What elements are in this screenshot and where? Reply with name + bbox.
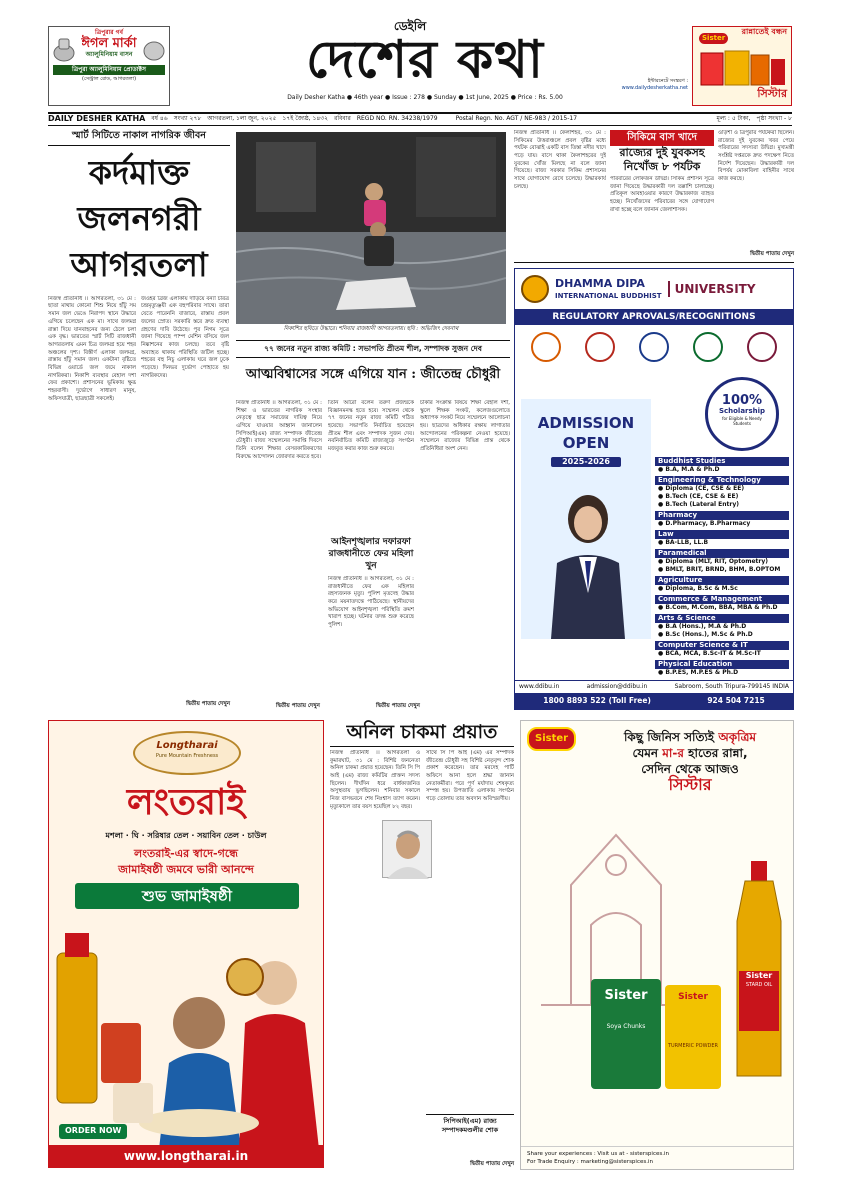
course-item: ● Diploma, B.Sc & M.Sc bbox=[658, 585, 738, 592]
course-section-title: Pharmacy bbox=[655, 511, 789, 520]
pot-icons-right bbox=[143, 33, 165, 63]
pack-turmeric-label: TURMERIC POWDER bbox=[667, 1043, 719, 1050]
story-obituary bbox=[330, 720, 514, 1170]
course-item: ● BCA, MCA, B.Sc-IT & M.Sc-IT bbox=[658, 650, 761, 657]
sister-headline-3: সেদিন থেকে আজও bbox=[641, 762, 739, 776]
sikkim-headline-2: রাজ্যের দুই যুবকসহ bbox=[619, 146, 705, 159]
left-ear-ad[interactable] bbox=[48, 26, 170, 106]
pack-oil-brand: Sister bbox=[745, 971, 773, 980]
story1-headline-line2: জলনগরী bbox=[77, 198, 201, 238]
story-waterlogging bbox=[48, 130, 230, 710]
spice-packs bbox=[699, 49, 787, 87]
masthead-small-title: ডেইলি bbox=[393, 19, 427, 33]
story3-body: নিজস্ব প্রতিনিধি ।। আগরতলা, ৩১ মে : রাজধানীতে ফের এক মহিলার রহস্যজনক মৃত্যু। পুলিশ মৃতদেহ উদ্ধার করে ময়নাতদন্তে পাঠিয়েছে। স্থানীয়দের অভিযোগ আইনশৃঙ্খলা পরিস্থিতি ক্রমশ খারাপ হচ্ছে। ঘটনার তদন্ত শুরু করেছে পুলিশ। bbox=[328, 576, 414, 629]
divider bbox=[514, 262, 794, 263]
sister-headline-red: অকৃত্রিম bbox=[718, 730, 757, 744]
course-item: ● BMLT, BRIT, BRND, BHM, B.OPTOM bbox=[658, 566, 781, 573]
pack-turmeric-brand: Sister bbox=[678, 992, 708, 1002]
uni-name-3: UNIVERSITY bbox=[668, 281, 756, 297]
course-item: ● B.Tech (Lateral Entry) bbox=[658, 501, 740, 508]
ad-brand-right: সিস্টার bbox=[757, 87, 787, 101]
course-item: ● B.Sc (Hons.), M.Sc & Ph.D bbox=[658, 631, 753, 638]
course-section-title: Arts & Science bbox=[655, 614, 789, 623]
course-item: ● B.P.ES, M.P.ES & Ph.D bbox=[658, 669, 739, 676]
pack-soya-brand: Sister bbox=[604, 988, 648, 1003]
uni-web[interactable]: www.ddibu.in bbox=[519, 682, 560, 690]
longtharai-banner: শুভ জামাইষষ্ঠী bbox=[75, 883, 299, 909]
dateline-price: মূল্য : ৫ টাকা, bbox=[716, 115, 751, 123]
dateline-year: বর্ষ ৪৬ bbox=[151, 115, 168, 123]
course-section-title: Commerce & Management bbox=[655, 595, 789, 604]
recognition-logo-icon bbox=[639, 332, 669, 362]
longtharai-ad[interactable] bbox=[48, 720, 324, 1168]
obit-headline: অনিল চাকমা প্রয়াত bbox=[330, 720, 514, 747]
pack-soya bbox=[591, 979, 661, 1089]
course-item: ● B.A, M.A & Ph.D bbox=[658, 466, 720, 473]
story1-headline bbox=[48, 150, 230, 288]
ad-illustration bbox=[49, 913, 324, 1149]
course-section-title: Computer Science & IT bbox=[655, 641, 789, 650]
sikkim-headline-3: নিখোঁজ ৮ পর্যটক bbox=[623, 160, 701, 173]
dateline-issue: সংখ্যা ২৭৮ bbox=[173, 115, 202, 123]
course-section-title: Paramedical bbox=[655, 549, 789, 558]
story1-column-2: জওহর ব্রিজ এলাকায় দাঁড়িয়ে বন্যা চরিত্র চন্দ্রমৃত্যুঞ্জয়ী এক বহুপরিবার সাথে। তারা যেতে পারেননি বাজারে, রাস্তায় প্রবল জলের স্রোত। সরকারি স্তরে দ্রুত ব্যবস্থা গ্রহণের দাবি উঠেছে। পুর নিগম সূত্রে জানা গিয়েছে পাম্প মেশিন বসিয়ে জল নিষ্কাশনের কাজ চলছে। তবে বৃষ্টি অব্যাহত থাকায় পরিস্থিতি জটিল হচ্ছে। শহরের বহু নিচু এলাকায় ঘরে জল ঢুকে পড়েছে। দিনভর দুর্ভোগ পোহাতে হয় নাগরিকদের। bbox=[141, 295, 229, 379]
story-sikkim bbox=[514, 130, 794, 258]
course-section-title: Buddhist Studies bbox=[655, 457, 789, 466]
recognition-logos bbox=[515, 325, 793, 369]
story2-kicker: ৭৭ জনের নতুন রাজ্য কমিটি : সভাপতি প্রীতম শীল, সম্পাদক সুজন দেব bbox=[236, 340, 510, 358]
obit-continue[interactable]: দ্বিতীয় পাতায় দেখুন bbox=[470, 1160, 514, 1167]
student-photo bbox=[543, 483, 633, 639]
dateline-bar bbox=[48, 112, 792, 126]
uni-email[interactable]: admission@ddibu.in bbox=[586, 682, 648, 690]
story1-headline-line1: কর্দমাক্ত bbox=[88, 152, 190, 192]
dateline-pages: পৃষ্ঠা সংখ্যা - ৮ bbox=[756, 115, 792, 123]
pack-soya-label: Soya Chunks bbox=[606, 1022, 646, 1030]
uni-phone[interactable]: 924 504 7215 bbox=[707, 695, 765, 705]
scholarship-word: Scholarship bbox=[718, 407, 766, 415]
website-link[interactable]: www.dailydesherkatha.net bbox=[621, 85, 688, 91]
dhamma-dipa-ad[interactable] bbox=[514, 268, 794, 710]
admission-session: 2025-2026 bbox=[551, 457, 621, 468]
sister-headline-1: কিছু জিনিস সত্যিই bbox=[623, 730, 715, 744]
sikkim-headline-box bbox=[610, 130, 714, 174]
internet-edition bbox=[608, 78, 688, 92]
course-item: ● Diploma (MLT, RIT, Optometry) bbox=[658, 558, 769, 565]
sister-logo-main: Sister bbox=[527, 727, 576, 751]
course-section-title: Engineering & Technology bbox=[655, 476, 789, 485]
course-item: ● B.Tech (CE, CSE & EE) bbox=[658, 493, 739, 500]
masthead bbox=[255, 18, 595, 110]
flood-scene bbox=[236, 132, 506, 324]
dateline-city-date: আগরতলা, ১লা জুন, ২০২৫ bbox=[207, 115, 277, 123]
admission-text-1: ADMISSION bbox=[537, 414, 635, 432]
dateline-name: DAILY DESHER KATHA bbox=[48, 114, 146, 124]
story2-column-2: তিনি আরো বলেন তরুণ প্রজন্মকে বিজ্ঞানমনস্ক হতে হবে। সম্মেলন থেকে ৭৭ জনের নতুন রাজ্য কমিটি গঠিত হয়েছে। সভাপতি নির্বাচিত হয়েছেন প্রীতম শীল এবং সম্পাদক সুজন দেব। নবনির্বাচিত কমিটি রাজ্যজুড়ে সংগঠন মজবুত করার কাজ শুরু করবে। bbox=[328, 400, 414, 453]
ad-top-text: ত্রিপুরার গর্ব bbox=[95, 29, 123, 36]
story1-kicker: স্মার্ট সিটিতে নাকাল নাগরিক জীবন bbox=[48, 130, 230, 146]
course-sections bbox=[655, 457, 789, 677]
ad-address: (সেন্ট্রাল রোড, আগরতলা) bbox=[81, 76, 137, 83]
story-sfi-conference bbox=[236, 340, 510, 710]
course-list bbox=[655, 455, 789, 677]
obit-photo bbox=[382, 820, 432, 878]
scholarship-badge bbox=[705, 377, 779, 451]
ad-tagline: রান্নাতেই বন্ধন bbox=[741, 27, 787, 36]
uni-name-2: INTERNATIONAL BUDDHIST bbox=[555, 291, 662, 300]
recognition-logo-icon bbox=[585, 332, 615, 362]
sister-headline-2c: হাতের রান্না, bbox=[688, 746, 748, 760]
story3-headline: আইনশৃঙ্খলার দফারফা রাজধানীতে ফের মহিলা খুন bbox=[328, 537, 414, 571]
course-item: ● Diploma (CE, CSE & EE) bbox=[658, 485, 745, 492]
ad-brand: ঈগল মার্কা bbox=[81, 36, 137, 52]
pot-icons bbox=[53, 33, 75, 63]
uni-address: Sabroom, South Tripura-799145 INDIA bbox=[674, 682, 789, 690]
sister-headline-4: সিস্টার bbox=[668, 775, 712, 794]
longtharai-badge-sub: Pure Mountain Freshness bbox=[155, 752, 219, 759]
ad-sub: অ্যালুমিনিয়াম বাসন bbox=[85, 51, 133, 59]
pack-turmeric bbox=[665, 985, 721, 1089]
recognition-logo-icon bbox=[531, 332, 561, 362]
masthead-subline: Daily Desher Katha ● 46th year ● Issue : 278 ● Sunday ● 1st June, 2025 ● Price : Rs. 5.00 bbox=[287, 94, 563, 102]
sister-headline-2b: মা-র bbox=[662, 746, 684, 760]
story2-headline: আত্মবিশ্বাসের সঙ্গে এগিয়ে যান : জীতেন্দ্র চৌধুরী bbox=[245, 367, 501, 383]
course-section-title: Law bbox=[655, 530, 789, 539]
story1-headline-line3: আগরতলা bbox=[70, 244, 208, 284]
sikkim-column-3: ওড়িশা ও ত্রিপুরার পর্যটকরা ছিলেন। রাজ্যের দুই যুবকের খবর পেয়ে পরিবারের সদস্যরা উদ্বিগ্ন। মুখ্যমন্ত্রী সংশ্লিষ্ট দপ্তরকে দ্রুত পদক্ষেপ নিতে নির্দেশ দিয়েছেন। উদ্ধারকারী দল বিপর্যয় মোকাবিলা বাহিনীর সাথে কাজ করছে। bbox=[718, 130, 794, 183]
uni-phone-tollfree[interactable]: 1800 8893 522 (Toll Free) bbox=[543, 695, 651, 705]
sister-footer-2[interactable]: For Trade Enquiry : marketing@sisterspices.in bbox=[527, 1159, 653, 1165]
story1-continue[interactable]: দ্বিতীয় পাতায় দেখুন bbox=[186, 700, 230, 707]
uni-logo-icon bbox=[521, 275, 549, 303]
sister-headline bbox=[591, 729, 789, 793]
longtharai-line2: জামাইষষ্ঠী জমবে ভারী আনন্দে bbox=[118, 863, 254, 876]
recognition-logo-icon bbox=[693, 332, 723, 362]
course-item: ● B.A (Hons.), M.A & Ph.D bbox=[658, 623, 747, 630]
course-section-title: Physical Education bbox=[655, 660, 789, 669]
sikkim-headline-1: সিকিমে বাস খাদে bbox=[610, 130, 714, 146]
recognition-logo-icon bbox=[747, 332, 777, 362]
longtharai-badge-name: Longtharai bbox=[156, 740, 218, 751]
pack-oil-sub: STARD OIL bbox=[745, 981, 773, 988]
order-now-button[interactable]: ORDER NOW bbox=[59, 1124, 127, 1139]
sister-footer-1[interactable]: Share your experiences : Visit us at - sisterspices.in bbox=[527, 1151, 669, 1157]
admission-text-2: OPEN bbox=[562, 434, 610, 453]
dateline-bengali-date: ১৭ই জ্যৈষ্ঠ, ১৪৩২ bbox=[282, 115, 329, 123]
obit-column-2: সাথে সি পি আই (এম) এর সম্পাদক জীতেন্দ্র চৌধুরী সহ বিশিষ্ট নেতৃবৃন্দ শোক প্রকাশ করেছেন। তার মরদেহ পার্টি অফিসে আনা হলে শ্রদ্ধা জানান নেতাকর্মীরা। পরে পূর্ণ মর্যাদায় শেষকৃত্য সম্পন্ন হয়। উপজাতি এলাকায় সংগঠন গড়ে তোলায় তার অবদান অবিস্মরণীয়। bbox=[426, 750, 514, 803]
story3 bbox=[328, 536, 414, 694]
story1-column-1: নিজস্ব প্রতিনিধি ।। আগরতলা, ৩১ মে : ছাতা মাথায় কোনো শিশু নিয়ে হাঁটু সম সমান জল ভেঙে নিরাপদ স্থানে উদ্ধারে এগিয়ে চলেছেন এক মা। সাথে জলমগ্ন রাস্তা দিয়ে যানবাহনের জন্য ঠেলে চলা এক বৃদ্ধ। ভারতের স্মার্ট সিটি রাজধানী আগরতলায় এমন চিত্র জলমগ্ন হয়ে শহর অঞ্চলের দৃশ্য। বিস্তীর্ণ এলাকা জলমগ্ন, রাস্তায় হাঁটু সমান জল। একটানা বৃষ্টিতে বিভিন্ন ওয়ার্ডে জল জমে নাকাল নাগরিকরা। নিকাশি ব্যবস্থার বেহাল দশা ফের প্রকাশ্যে। প্রশাসনের ভূমিকায় ক্ষুব্ধ শহরবাসী। দুর্ভোগে সাধারণ মানুষ, অফিসযাত্রী, ছাত্রছাত্রী সকলেই। bbox=[48, 295, 136, 402]
uni-band: REGULATORY APROVALS/RECOGNITIONS bbox=[515, 309, 793, 325]
sister-logo: Sister bbox=[699, 33, 728, 44]
course-section-title: Agriculture bbox=[655, 576, 789, 585]
uni-phone-bar bbox=[515, 693, 793, 709]
scholarship-note: for Eligible & Needy Students bbox=[722, 416, 762, 427]
internet-label: ইন্টারনেটে সংস্করণ : bbox=[647, 78, 688, 84]
photo-caption: নিকাশির ছবিতে উদ্ধারে। শনিবার রাজধানী আগরতলায়। ছবি : অভিজিৎ দেবনাথ bbox=[283, 326, 459, 332]
story2-continue[interactable]: দ্বিতীয় পাতায় দেখুন bbox=[276, 702, 320, 709]
scholarship-percent: 100% bbox=[721, 393, 763, 408]
admission-panel bbox=[521, 399, 651, 639]
dateline-postal: Postal Regn. No. AGT / NE-983 / 2015-17 bbox=[455, 115, 578, 123]
sikkim-column-2: পরিবারের লোকজন উদ্বিগ্ন। সিকিম প্রশাসন সূত্রে জানা গিয়েছে উদ্ধারকারী দল তল্লাশি চালাচ্ছে। প্রতিকূল আবহাওয়ার কারণে উদ্ধারকাজ ব্যাহত হচ্ছে। নিখোঁজদের পরিবারের সঙ্গে যোগাযোগ রাখা হচ্ছে বলে জানান জেলাশাসক। bbox=[610, 176, 714, 213]
right-ear-ad[interactable] bbox=[692, 26, 792, 106]
longtharai-web[interactable]: www.longtharai.in bbox=[49, 1145, 323, 1167]
uni-header bbox=[515, 269, 793, 309]
sikkim-column-1: নিজস্ব প্রতিনিধি ।। কৈলাশহর, ৩১ মে : সিকিমের উত্তরাঞ্চলে প্রবল বৃষ্টির মধ্যে পর্যটক বোঝাই একটি বাস তিস্তা নদীর খাদে পড়ে যায়। বাসে থাকা কৈলাশহরের দুই যুবকের খোঁজ মিলছে না বলে জানা গিয়েছে। রাজ্য সরকার সিকিম প্রশাসনের সাথে যোগাযোগ রেখে চলেছে। উদ্ধারকার্য চলছে। bbox=[514, 130, 606, 190]
obit-sub-headline: সিপিআই(এম) রাজ্য সম্পাদকমণ্ডলীর শোক bbox=[426, 1114, 514, 1135]
flood-photo bbox=[236, 132, 506, 324]
dateline-regd: REGD NO. RN. 34238/1979 bbox=[356, 115, 438, 123]
longtharai-line1: লংতরাই-এর স্বাদে-গন্ধে bbox=[134, 847, 238, 860]
pack-oil-label bbox=[729, 971, 789, 989]
story3-continue[interactable]: দ্বিতীয় পাতায় দেখুন bbox=[376, 702, 420, 709]
ad-maker: ত্রিপুরা অ্যালুমিনিয়াম প্রোডাক্টস bbox=[53, 65, 165, 75]
course-item: ● B.Com, M.Com, BBA, MBA & Ph.D bbox=[658, 604, 778, 611]
story2-column-3: চাকরি সংক্রান্ত বিষয়ে শিক্ষা বেহাল দশা, স্কুলে শিক্ষক সংকট, কলেজগুলোতে অধ্যাপক সংকট নিয়ে সম্মেলনে আলোচনা হয়। ছাত্রদের অধিকার রক্ষায় লাগাতার আন্দোলনের পরিকল্পনা নেওয়া হয়েছে। সম্মেলনে রাজ্যের বিভিন্ন প্রান্ত থেকে প্রতিনিধিরা অংশ নেন। bbox=[420, 400, 510, 453]
course-item: ● BA-LLB, LL.B bbox=[658, 539, 709, 546]
dateline-day: রবিবার bbox=[334, 115, 351, 123]
course-item: ● D.Pharmacy, B.Pharmacy bbox=[658, 520, 751, 527]
masthead-title: দেশের কথা bbox=[306, 29, 544, 91]
longtharai-badge bbox=[133, 731, 241, 775]
sister-headline-2a: যেমন bbox=[632, 746, 659, 760]
uni-contact-bar bbox=[515, 680, 793, 693]
uni-name-1: DHAMMA DIPA bbox=[555, 276, 645, 290]
sister-footer bbox=[521, 1146, 793, 1169]
story2-column-1: নিজস্ব প্রতিনিধি ।। আগরতলা, ৩১ মে : শিক্ষা ও ভারতের নাগরিক সংস্থার নেতৃত্বে ছাত্র সমাজের দায়িত্ব নিয়ে এগিয়ে যাওয়ার আহ্বান জানালেন সিপিআই(এম) রাজ্য সম্পাদক জীতেন্দ্র চৌধুরী। রাজ্য সম্মেলনের সমাপ্তি দিবসে তিনি বলেন শিক্ষার বেসরকারিকরণের বিরুদ্ধে আন্দোলন জোরদার করতে হবে। bbox=[236, 400, 322, 460]
longtharai-brand: লংতরাই bbox=[126, 782, 246, 823]
obit-column-1: নিজস্ব প্রতিনিধি ।। আগরতলা ও কুমারঘাট, ৩১ মে : বিশিষ্ট জননেতা অনিল চাকমা প্রয়াত হয়েছেন। তিনি সি পি আই (এম) রাজ্য কমিটির প্রাক্তন সদস্য ছিলেন। দীর্ঘদিন ধরে বার্ধক্যজনিত অসুস্থতায় ভুগছিলেন। শনিবার সকালে নিজ বাসভবনে শেষ নিঃশ্বাস ত্যাগ করেন। মৃত্যুকালে তার বয়স হয়েছিল ৮২ বছর। bbox=[330, 750, 420, 810]
sikkim-continue[interactable]: দ্বিতীয় পাতায় দেখুন bbox=[750, 250, 794, 257]
longtharai-products: মশলা · ঘি · সরিষার তেল · সয়াবিন তেল · চাউল bbox=[105, 831, 267, 840]
sister-ad[interactable] bbox=[520, 720, 794, 1170]
